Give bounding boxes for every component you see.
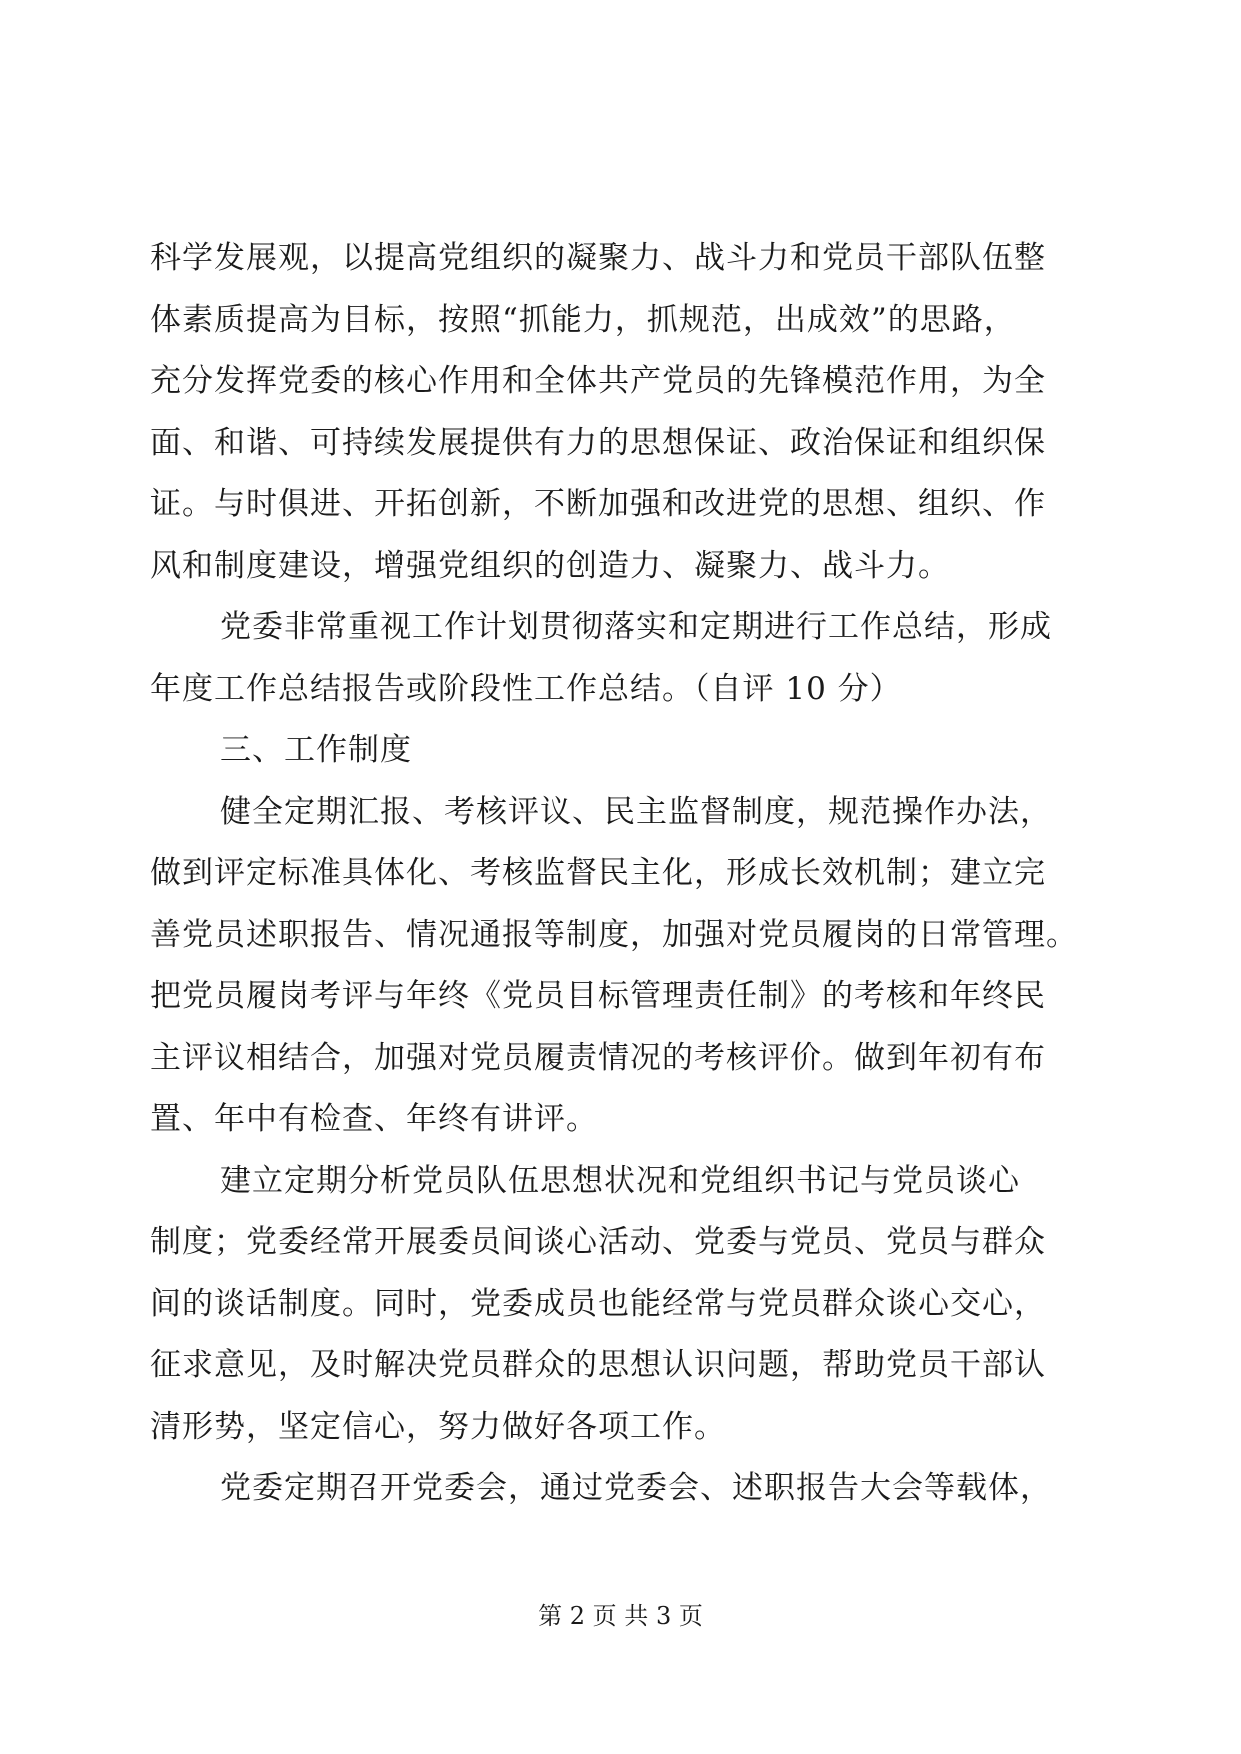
text-line: 年度工作总结报告或阶段性工作总结。（自评 10 分） (150, 670, 902, 707)
text-line: 间的谈话制度。同时，党委成员也能经常与党员群众谈心交心， (150, 1285, 1046, 1322)
text-line: 三、工作制度 (220, 732, 412, 768)
text-line: 风和制度建设，增强党组织的创造力、凝聚力、战斗力。 (150, 547, 950, 584)
text-line: 主评议相结合，加强对党员履责情况的考核评价。做到年初有布 (150, 1039, 1046, 1076)
text-line: 充分发挥党委的核心作用和全体共产党员的先锋模范作用，为全 (150, 363, 1046, 399)
text-line: 善党员述职报告、情况通报等制度，加强对党员履岗的日常管理。 (150, 916, 1078, 953)
text-line: 置、年中有检查、年终有讲评。 (150, 1101, 598, 1137)
text-line: 清形势，坚定信心，努力做好各项工作。 (150, 1408, 726, 1445)
text-line: 党委定期召开党委会，通过党委会、述职报告大会等载体， (220, 1470, 1052, 1506)
document-body (150, 228, 1080, 1520)
text-line: 健全定期汇报、考核评议、民主监督制度，规范操作办法， (220, 793, 1052, 830)
text-line: 面、和谐、可持续发展提供有力的思想保证、政治保证和组织保 (150, 424, 1046, 461)
text-line: 党委非常重视工作计划贯彻落实和定期进行工作总结，形成 (220, 609, 1052, 645)
text-line: 体素质提高为目标，按照“抓能力，抓规范，出成效”的思路， (150, 301, 1016, 338)
text-line: 证。与时俱进、开拓创新，不断加强和改进党的思想、组织、作 (150, 486, 1046, 522)
text-line: 把党员履岗考评与年终《党员目标管理责任制》的考核和年终民 (150, 978, 1046, 1014)
text-line: 建立定期分析党员队伍思想状况和党组织书记与党员谈心 (220, 1162, 1020, 1199)
text-line: 制度；党委经常开展委员间谈心活动、党委与党员、党员与群众 (150, 1224, 1046, 1260)
page-footer: 第 2 页 共 3 页 (538, 1602, 703, 1630)
text-line: 征求意见，及时解决党员群众的思想认识问题，帮助党员干部认 (150, 1347, 1046, 1383)
text-line: 做到评定标准具体化、考核监督民主化，形成长效机制；建立完 (150, 855, 1046, 891)
text-line: 科学发展观，以提高党组织的凝聚力、战斗力和党员干部队伍整 (150, 240, 1046, 276)
